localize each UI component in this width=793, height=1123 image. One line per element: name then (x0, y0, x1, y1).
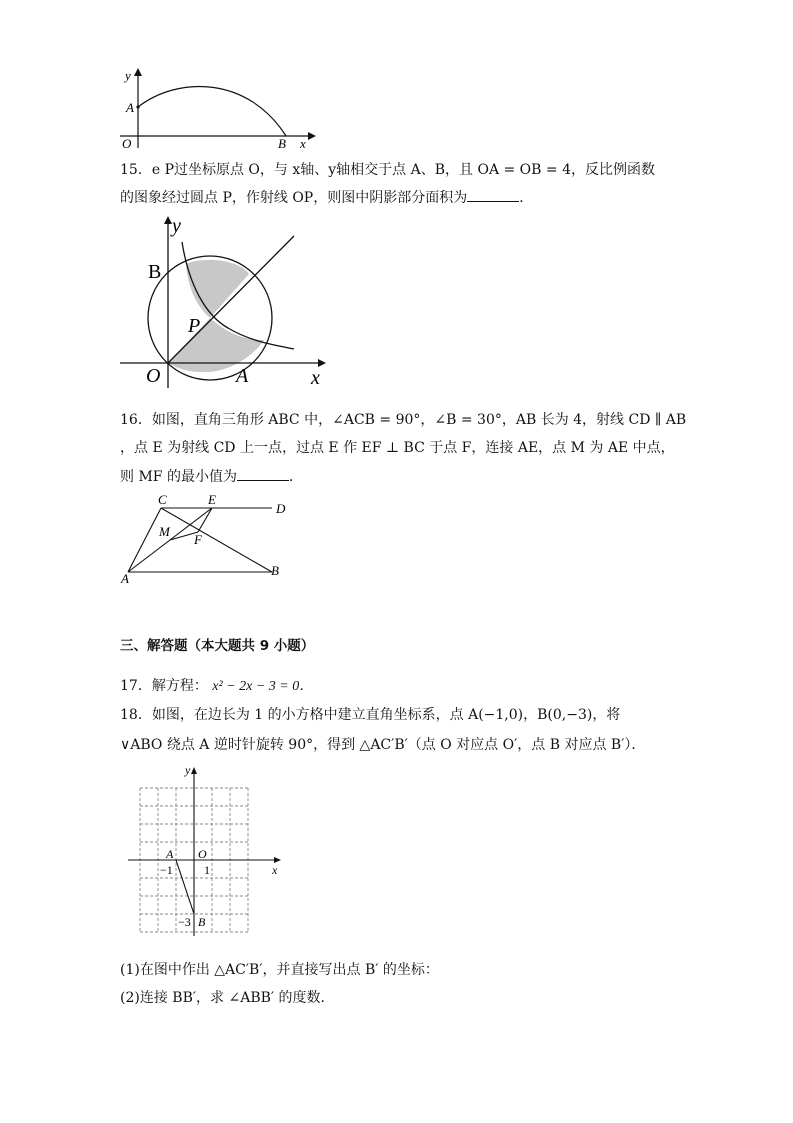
q15-label-x: x (311, 367, 320, 389)
q18-tick-neg1: −1 (160, 863, 173, 877)
q16-segment-EF (198, 508, 212, 532)
q18-label-y: y (185, 763, 191, 777)
q16-end: ． (288, 469, 303, 485)
q18-number: 18． (120, 707, 152, 723)
q15-label-A: A (236, 365, 249, 387)
q18-tick-neg3: −3 (178, 915, 191, 929)
q18-text-2: ∨ABO 绕点 A 逆时针旋转 90°，得到 △AC′B′（点 O 对应点 O′，点 B 对应点 B′）． (120, 737, 646, 753)
q15-answer-blank[interactable] (467, 187, 519, 202)
q16-label-A: A (121, 571, 129, 584)
q18-label-A: A (166, 847, 174, 861)
q15-x-arrow (318, 359, 326, 367)
q17-equation: x² − 2x − 3 = 0． (212, 679, 314, 694)
q16-label-C: C (158, 492, 167, 507)
q16-label-B: B (271, 563, 279, 578)
q14-y-arrow (134, 68, 142, 76)
q15-label-B: B (148, 261, 162, 283)
q14-figure (118, 66, 318, 150)
section-three-heading: 三、解答题（本大题共 9 小题） (120, 638, 315, 654)
q16-line1 (120, 410, 686, 430)
q14-label-x: x (300, 136, 306, 150)
q16-line2 (120, 438, 675, 458)
q18-figure (124, 760, 290, 938)
q18-y-arrow (191, 767, 197, 774)
q16-text-1: 如图，直角三角形 ABC 中，∠ACB = 90°，∠B = 30°，AB 长为 4，射线 CD ∥ AB (151, 412, 687, 428)
q16-figure (118, 490, 298, 584)
q15-line2 (120, 187, 533, 208)
q15-figure (118, 212, 338, 390)
q16-number: 16． (120, 412, 152, 428)
q18-tick-pos1: 1 (204, 863, 210, 877)
q14-point-A (136, 105, 139, 108)
q15-label-y: y (172, 215, 181, 237)
q14-label-B: B (278, 136, 286, 150)
q16-line3 (120, 466, 303, 487)
q14-x-arrow (308, 132, 316, 140)
q14-label-A: A (126, 100, 134, 115)
q16-text-3: 则 MF 的最小值为 (120, 469, 237, 485)
q15-number: 15． (120, 162, 152, 178)
q14-label-y: y (125, 68, 131, 83)
q18-label-O: O (198, 847, 207, 861)
q16-answer-blank[interactable] (237, 466, 289, 481)
q16-text-2: ，点 E 为射线 CD 上一点，过点 E 作 EF ⊥ BC 于点 F，连接 AE，点 M 为 AE 中点， (120, 440, 675, 456)
q18-label-B: B (198, 915, 206, 929)
q18-line2 (120, 735, 645, 755)
q14-label-O: O (122, 136, 132, 150)
q18-sub2: (2)连接 BB′，求 ∠ABB′ 的度数． (120, 990, 335, 1006)
q15-shade-lower (168, 318, 264, 372)
q18-line1 (120, 705, 620, 725)
q18-sub1: (1)在图中作出 △AC′B′，并直接写出点 B′ 的坐标： (120, 962, 439, 978)
q15-line1 (120, 160, 655, 180)
q15-label-P: P (188, 315, 201, 337)
q16-label-E: E (208, 492, 216, 507)
q18-text-1: 如图，在边长为 1 的小方格中建立直角坐标系，点 A(−1,0)，B(0,−3)，将 (151, 707, 621, 723)
q15-text-2: 的图象经过圆点 P，作射线 OP，则图中阴影部分面积为 (120, 190, 468, 206)
q17-number: 17． (120, 678, 152, 694)
q15-text-1: e P过坐标原点 O，与 x轴、y轴相交于点 A、B，且 OA = OB = 4，反比例函数 (151, 162, 655, 178)
q16-label-D: D (276, 501, 286, 516)
q18-label-x: x (272, 863, 278, 877)
q17-line (120, 676, 313, 697)
q15-label-O: O (146, 365, 161, 387)
q18-segment-AB (176, 860, 194, 914)
q16-segment-AC (128, 508, 161, 572)
q16-label-F: F (194, 532, 202, 547)
q14-arc (138, 86, 286, 136)
q17-text: 解方程： (151, 678, 208, 694)
q16-segment-CB (161, 508, 272, 572)
q15-y-arrow (164, 216, 172, 224)
q16-label-M: M (159, 524, 170, 539)
q15-end: ． (519, 190, 534, 206)
